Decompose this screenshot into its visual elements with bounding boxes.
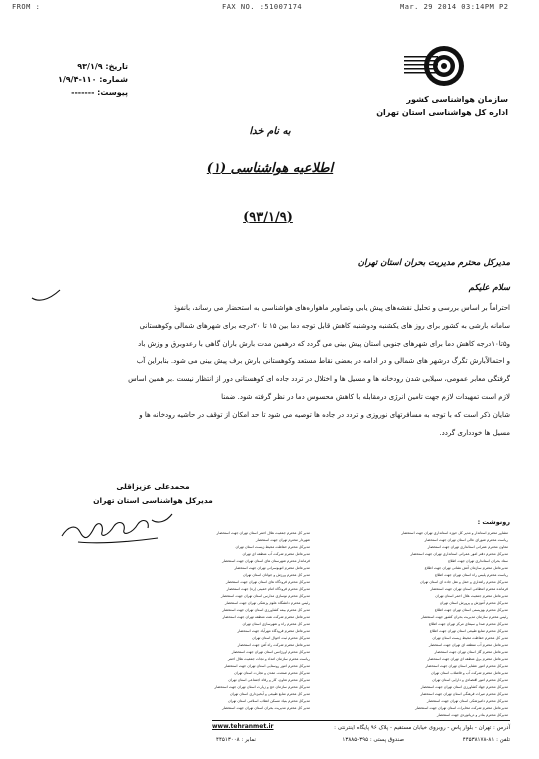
organization-name — [358, 93, 508, 119]
org-name-line2: اداره کل هواشناسی استان تهران — [376, 108, 508, 117]
cc-recipient: مدیرکل محترم جهاد کشاورزی استان تهران جهت استحضار — [420, 685, 508, 689]
footer-url[interactable]: www.tehranmet.ir — [212, 723, 274, 730]
cc-recipient: مدیرکل محترم آموزش و پرورش استان تهران — [439, 601, 508, 605]
cc-recipient: مدیرکل محترم تعاون، کار و رفاه اجتماعی استان تهران — [228, 678, 310, 682]
cc-recipient: مدیر کل محترم ورزش و جوانان استان تهران — [242, 573, 310, 577]
signer-position: مدیرکل هواشناسی استان تهران — [93, 496, 213, 505]
footer-address: آدرس : تهران - بلوار پاس - روبروی خیابان مستقیم - پلاک ۹۶ پایگاه اینترنتی : — [334, 725, 510, 731]
cc-recipient: مدیرعامل محترم برق منطقه ای تهران جهت استحضار — [427, 657, 508, 661]
footer-fax: نمابر : ۴۴۵۱۳۰۰۸ — [216, 737, 256, 743]
margin-mark-icon — [28, 286, 64, 306]
cc-recipient: مدیرکل محترم بنادر و دریانوردی جهت استحضار — [436, 713, 508, 717]
cc-recipient: مدیرکل محترم دفتر امور عمرانی استانداری تهران جهت استحضار — [410, 552, 508, 556]
cc-recipient: مدیر کل محترم منابع طبیعی و آبخیزداری استان تهران — [229, 692, 310, 696]
footer-postal: صندوق پستی : ۳۹۵-۱۳۸۸۵ — [342, 737, 404, 743]
cc-recipient: مدیر کل محترم راه و شهرسازی استان تهران — [242, 622, 310, 626]
date-label: تاریخ: ۹۳/۱/۹ — [77, 62, 128, 71]
org-name-line1: سازمان هواشناسی کشور — [406, 95, 508, 104]
body-line: و احتمالاًبارش تگرگ درشهر های شمالی و در ادامه در بعضی نقاط مستعد وکوهستانی بارش برف پیش بینی می شود. بنابراین آب — [136, 357, 510, 366]
page-title: اطلاعیه هواشناسی (۱) — [206, 161, 334, 176]
body-line: گرفتگی معابر عمومی، سیلابی شدن رودخانه ها و مسیل ها و اختلال در تردد جاده ای کوهستانی دور از انتظار نیست .بر همین اساس — [128, 375, 510, 384]
cc-recipient: مدیرکل محترم فرودگاه های استان تهران جهت استحضار — [225, 580, 310, 584]
body-line: شایان ذکر است که با توجه به مسافرتهای نوروزی و تردد در جاده ها توصیه می شود تا حد امکان از توقف در حاشیه رودخانه ها و — [139, 410, 510, 419]
cc-recipient: مدیرعامل محترم جمعیت هلال احمر استان تهران — [435, 594, 508, 598]
cc-recipient: مدیرکل محترم اورژانس استان تهران جهت استحضار — [231, 650, 310, 654]
body-line: سامانه بارشی به کشور برای روز های یکشنبه ودوشنبه کاهش قابل توجه دما بین ۱۵ تا ۲۰درجه برای شهرهای شمالی وکوهستانی — [139, 321, 510, 330]
cc-recipient: فرمانده محترم انتظامی استان تهران جهت استحضار — [430, 587, 508, 591]
cc-recipient: مدیرعامل محترم آب منطقه ای تهران جهت استحضار — [428, 643, 508, 647]
cc-recipient: مدیرکل محترم امور اقتصادی و دارایی استان تهران — [432, 678, 508, 682]
fax-number: FAX NO. :51007174 — [222, 3, 303, 11]
meteorology-logo-icon — [400, 44, 470, 92]
cc-recipient: رئیس محترم سازمان مدیریت بحران کشور جهت استحضار — [421, 615, 508, 619]
cc-recipient: مدیرکل محترم منابع طبیعی استان تهران جهت اطلاع — [429, 629, 508, 633]
cc-recipient: مدیرکل محترم صنعت، معدن و تجارت استان تهران — [234, 671, 310, 675]
cc-recipient: ریاست محترم سازمان امداد و نجات جمعیت هلال احمر — [227, 657, 310, 661]
letter-body — [72, 300, 510, 442]
cc-recipient: مدیر کل محترم مدیریت بحران استان تهران جهت استحضار — [221, 706, 310, 710]
fax-from: FROM : — [12, 3, 41, 11]
cc-recipient: ستاد بحران استانداری تهران جهت اطلاع — [448, 559, 508, 563]
cc-recipient: مدیرکل محترم فرودگاه امام خمینی (ره) جهت استحضار — [226, 587, 310, 591]
body-line: مسیل ها خودداری گردد. — [439, 428, 510, 437]
cc-recipient: مدیرعامل محترم شرکت راه آهن جهت استحضار — [237, 643, 310, 647]
cc-recipient: مدیرکل محترم صدا و سیمای مرکز تهران جهت اطلاع — [428, 622, 508, 626]
cc-recipient: مدیرکل محترم بهزیستی استان تهران جهت اطلاع — [434, 608, 508, 612]
cc-right-column — [318, 530, 508, 719]
addressee: مدیرکل محترم مدیریت بحران استان تهران — [357, 258, 510, 268]
cc-recipient: مدیرکل محترم نوسازی مدارس استان تهران جهت استحضار — [220, 594, 310, 598]
cc-recipient: ریاست محترم پلیس راه استان تهران جهت اطلاع — [434, 573, 508, 577]
number-label: شماره: ۱۱۰-۱/۹/۴ — [57, 75, 128, 84]
cc-recipient: مدیرکل محترم امور عشایر استان تهران جهت استحضار — [425, 664, 508, 668]
cc-recipient: مدیرعامل محترم شرکت آب و فاضلاب استان تهران — [430, 671, 508, 675]
cc-recipient: مدیرعامل محترم گاز استان تهران جهت استحضار — [434, 650, 508, 654]
cc-recipient: مدیرکل محترم حفاظت محیط زیست استان تهران — [235, 545, 310, 549]
greeting: سلام علیکم — [468, 283, 510, 293]
cc-recipient: مدیرکل محترم بنیاد مسکن انقلاب اسلامی استان تهران — [228, 699, 310, 703]
fax-datetime: Mar. 29 2014 03:14PM P2 — [400, 3, 509, 11]
title-date: (۹۳/۱/۹) — [243, 210, 293, 225]
cc-label: رونوشت : — [477, 518, 510, 526]
signature-block — [78, 480, 228, 508]
cc-recipient: مدیرعامل محترم شرکت مخابرات استان تهران جهت استحضار — [414, 706, 508, 710]
body-line: و۵تا۱۰درجه کاهش دما برای شهرهای جنوبی استان پیش بینی می گردد که درهمین مدت بارش باران گاهی با رعدوبرق و وزش باد — [138, 339, 510, 348]
footer — [212, 721, 512, 755]
cc-recipient: مدیرعامل محترم شرکت آب منطقه ای تهران — [242, 552, 310, 556]
attachment-label: پیوست: ------- — [71, 88, 128, 97]
cc-recipient: ریاست محترم شورای عالی استان تهران جهت استحضار — [424, 538, 508, 542]
cc-recipient: مدیرکل محترم ثبت احوال استان تهران — [252, 636, 310, 640]
cc-recipient: مدیرعامل محترم سازمان آتش نشانی تهران جهت اطلاع — [424, 566, 508, 570]
cc-recipient: مدیر کل محترم حفاظت محیط زیست استان تهران — [432, 636, 508, 640]
body-line: لازم است تمهیدات لازم جهت تامین انرژی درمقابله با کاهش محسوس دما در نظر گرفته شود. ضمنا — [221, 392, 510, 401]
cc-recipient: مشاور محترم استاندار و مدیر کل حوزه استانداری تهران جهت استحضار — [401, 531, 508, 535]
cc-recipient: مدیرکل محترم راهداری و حمل و نقل جاده ای استان تهران — [420, 580, 508, 584]
cc-recipient: معاون محترم عمرانی استانداری تهران جهت استحضار — [427, 545, 508, 549]
cc-recipient: رئیس محترم دانشگاه علوم پزشکی تهران جهت استحضار — [224, 601, 310, 605]
letter-meta — [18, 60, 128, 99]
bismillah-heading: به نام خدا — [249, 126, 291, 137]
organization-logo — [400, 44, 470, 92]
cc-recipient: مدیرعامل محترم فرودگاه مهرآباد جهت استحضار — [237, 629, 310, 633]
cc-recipient: مدیرعامل محترم اتوبوسرانی تهران جهت استحضار — [234, 566, 310, 570]
cc-recipient: مدیرکل محترم میراث فرهنگی استان تهران جهت استحضار — [420, 692, 508, 696]
cc-recipient: مدیر کل محترم جمعیت هلال احمر استان تهران جهت استحضار — [216, 531, 310, 535]
cc-recipient: فرماندار محترم شهرستان های استان تهران جهت استحضار — [221, 559, 310, 563]
signer-name: محمدعلی عزیزاقلی — [116, 482, 190, 491]
cc-recipient: مدیرکل محترم دامپزشکی استان تهران جهت استحضار — [426, 699, 508, 703]
cc-recipient: مدیرکل محترم سازمان حج و زیارت استان تهران جهت استحضار — [214, 685, 310, 689]
cc-recipient: شهردار محترم تهران جهت استحضار — [255, 538, 310, 542]
cc-left-column — [90, 530, 310, 712]
cc-recipient: مدیرعامل محترم شرکت نفت منطقه تهران جهت استحضار — [222, 615, 310, 619]
cc-recipient: مدیرکل محترم امور روستایی استان تهران جهت استحضار — [224, 664, 310, 668]
body-line: احتراماً بر اساس بررسی و تحلیل نقشه‌های پیش یابی وتصاویر ماهواره‌های هواشناسی به استحضار می رساند، بانفوذ — [173, 304, 510, 312]
footer-phone: تلفن : ۸۱-۴۴۵۳۸۱۷۸ — [462, 737, 510, 743]
cc-recipient: مدیر کل محترم بیمه کشاورزی استان تهران جهت استحضار — [222, 608, 310, 612]
